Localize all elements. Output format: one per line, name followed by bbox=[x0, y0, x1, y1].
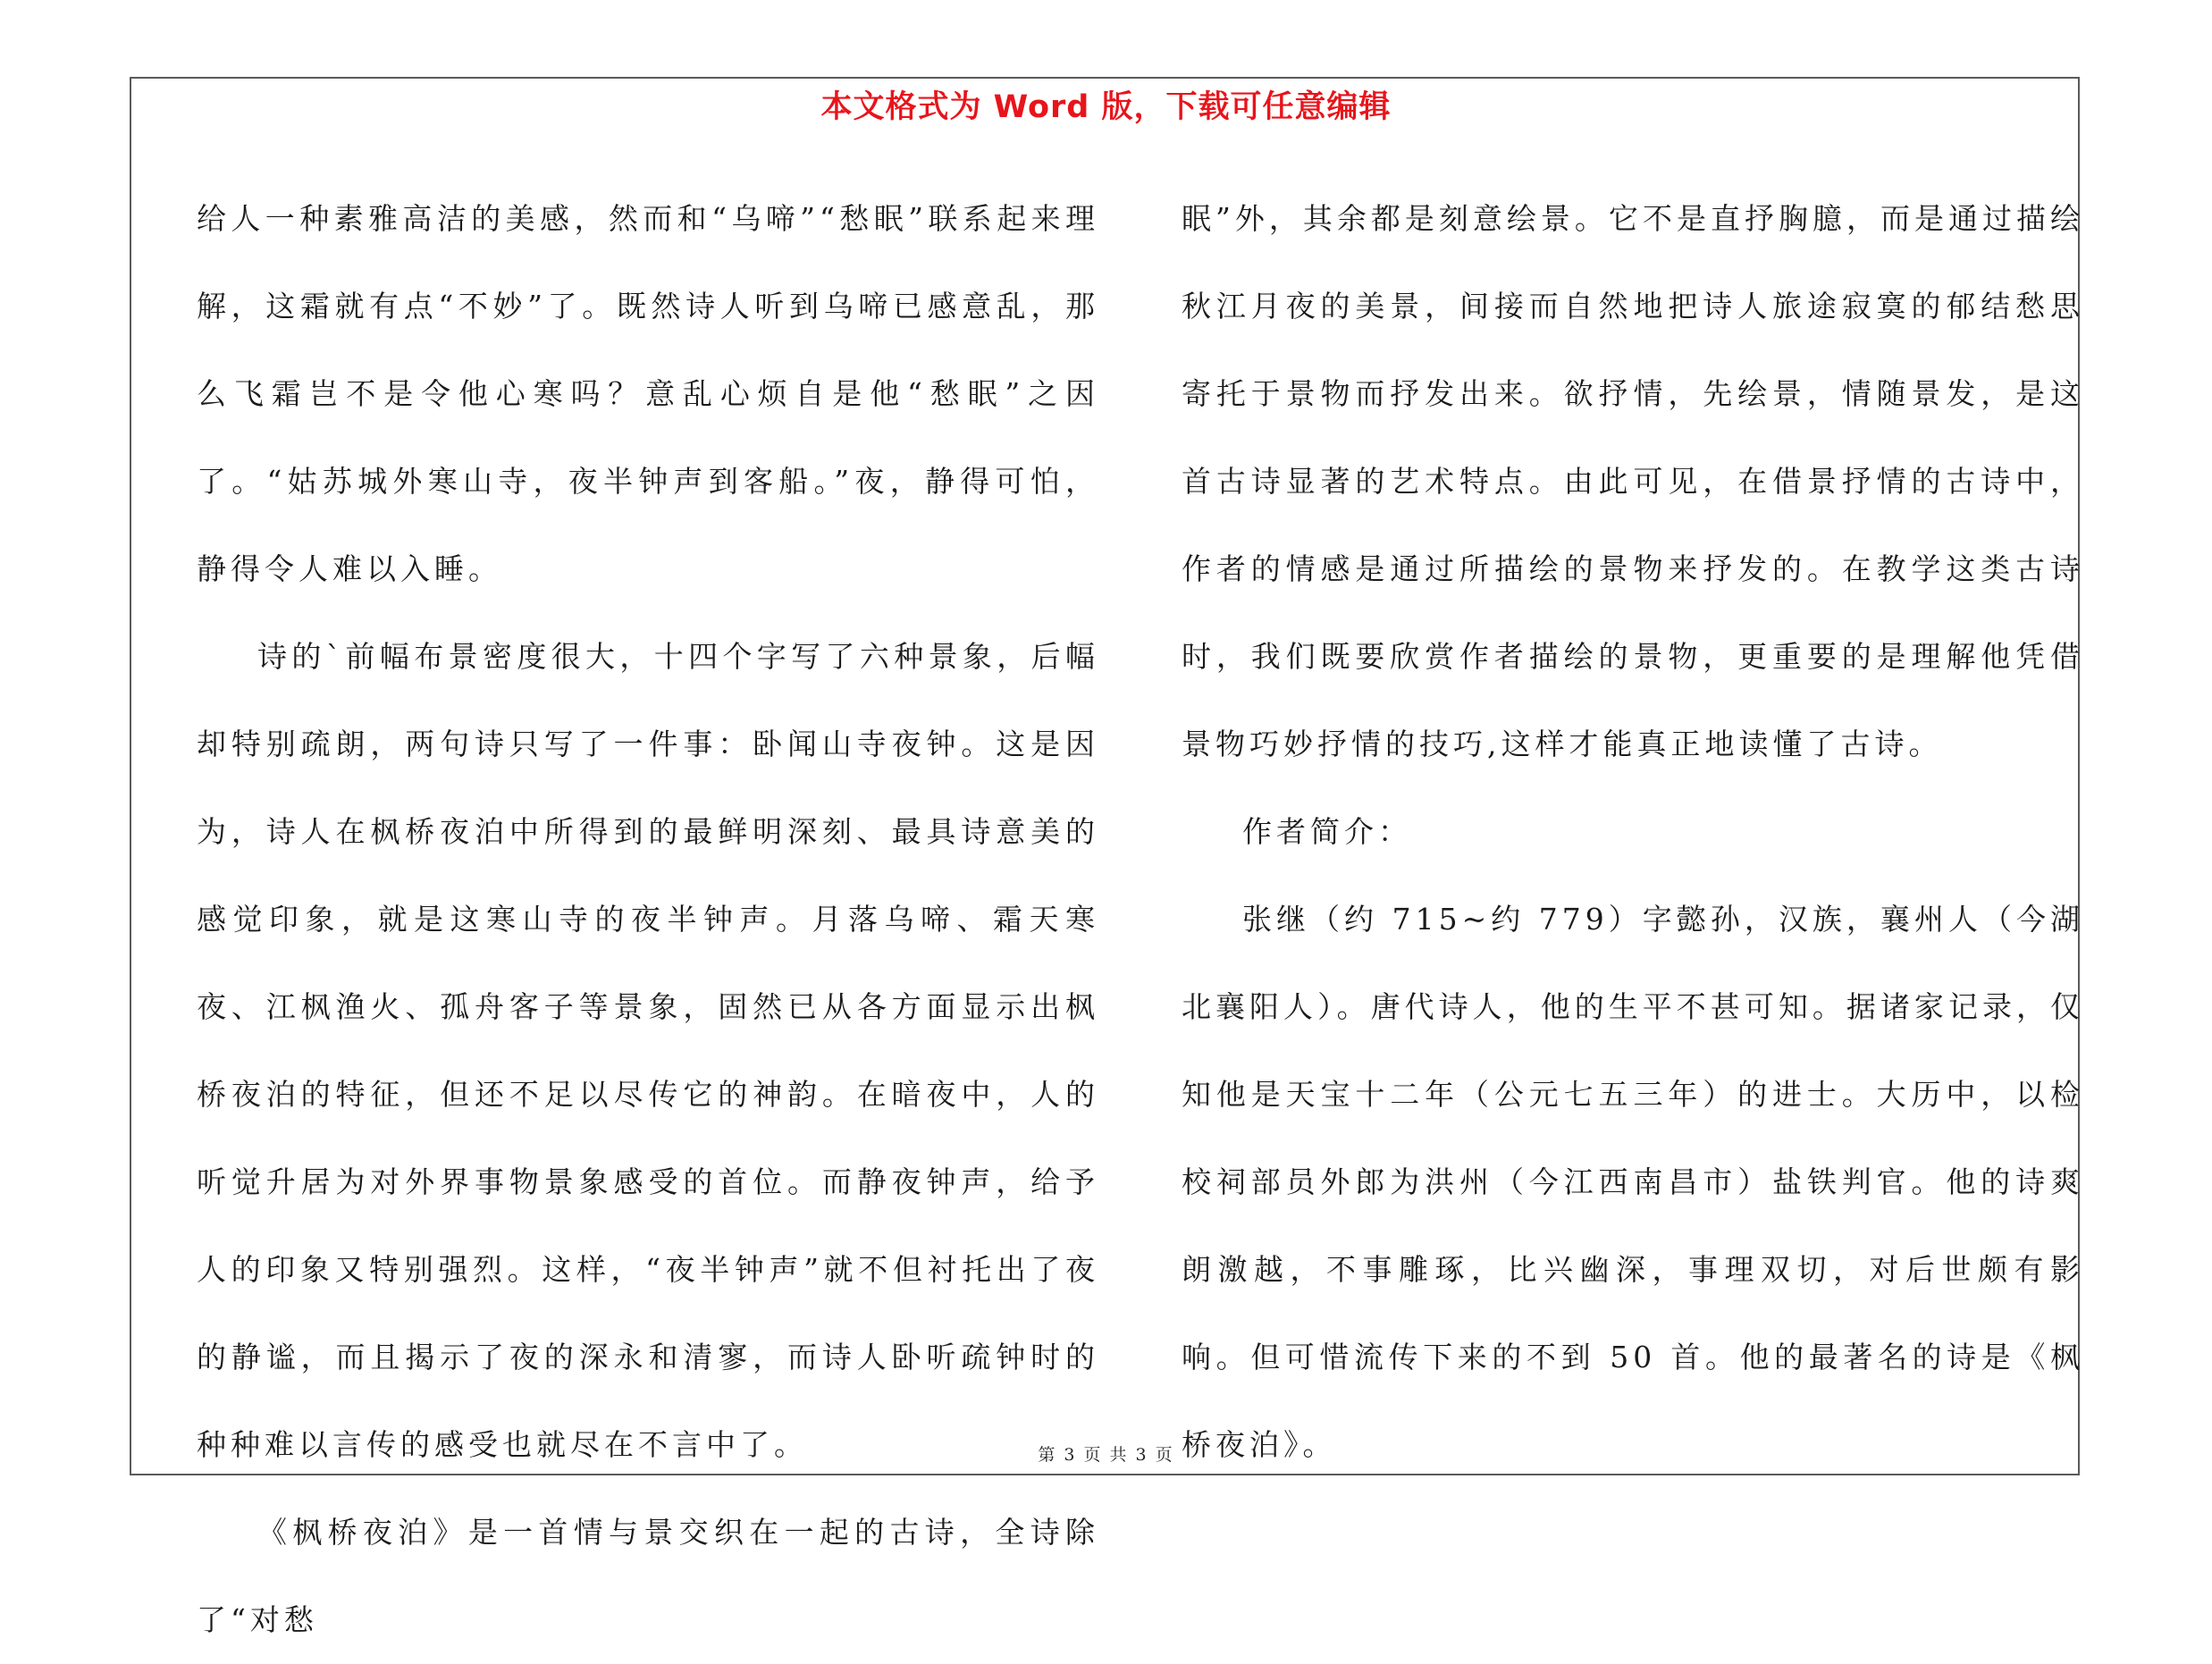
paragraph-poem-summary-end: 眠”外，其余都是刻意绘景。它不是直抒胸臆，而是通过描绘秋江月夜的美景，间接而自然地把诗人旅途寂寞的郁结愁思寄托于景物而抒发出来。欲抒情，先绘景，情随景发，是这首古诗显著的艺术特点。由此可见，在借景抒情的古诗中，作者的情感是通过所描绘的景物来抒发的。在教学这类古诗时，我们既要欣赏作者描绘的景物，更重要的是理解他凭借景物巧妙抒情的技巧,这样才能真正地读懂了古诗。 bbox=[1182, 201, 2084, 761]
page-number-footer: 第 3 页 共 3 页 bbox=[1038, 1445, 1174, 1465]
paragraph-frost-imagery: 给人一种素雅高洁的美感，然而和“乌啼”“愁眠”联系起来理解，这霜就有点“不妙”了。既然诗人听到乌啼已感意乱，那么飞霜岂不是令他心寒吗？意乱心烦自是他“愁眠”之因了。“姑苏城外寒山寺，夜半钟声到客船。”夜，静得可怕，静得令人难以入睡。 bbox=[197, 201, 1099, 586]
document-header-notice: 本文格式为 Word 版，下载可任意编辑 bbox=[820, 89, 1392, 125]
author-intro-heading: 作者简介： bbox=[1242, 814, 1412, 849]
right-text-column bbox=[1182, 175, 2084, 1489]
paragraph-author-bio: 张继（约 715~约 779）字懿孙，汉族，襄州人（今湖北襄阳人）。唐代诗人，他的生平不甚可知。据诸家记录，仅知他是天宝十二年（公元七五三年）的进士。大历中，以检校祠部员外郎为洪州（今江西南昌市）盐铁判官。他的诗爽朗激越，不事雕琢，比兴幽深，事理双切，对后世颇有影响。但可惜流传下来的不到 50 首。他的最著名的诗是《枫桥夜泊》。 bbox=[1182, 902, 2084, 1462]
paragraph-bell-analysis: 诗的`前幅布景密度很大，十四个字写了六种景象，后幅却特别疏朗，两句诗只写了一件事：卧闻山寺夜钟。这是因为，诗人在枫桥夜泊中所得到的最鲜明深刻、最具诗意美的感觉印象，就是这寒山寺的夜半钟声。月落乌啼、霜天寒夜、江枫渔火、孤舟客子等景象，固然已从各方面显示出枫桥夜泊的特征，但还不足以尽传它的神韵。在暗夜中，人的听觉升居为对外界事物景象感受的首位。而静夜钟声，给予人的印象又特别强烈。这样，“夜半钟声”就不但衬托出了夜的静谧，而且揭示了夜的深永和清寥，而诗人卧听疏钟时的种种难以言传的感受也就尽在不言中了。 bbox=[197, 639, 1099, 1462]
paragraph-poem-summary-start: 《枫桥夜泊》是一首情与景交织在一起的古诗，全诗除了“对愁 bbox=[197, 1515, 1099, 1637]
